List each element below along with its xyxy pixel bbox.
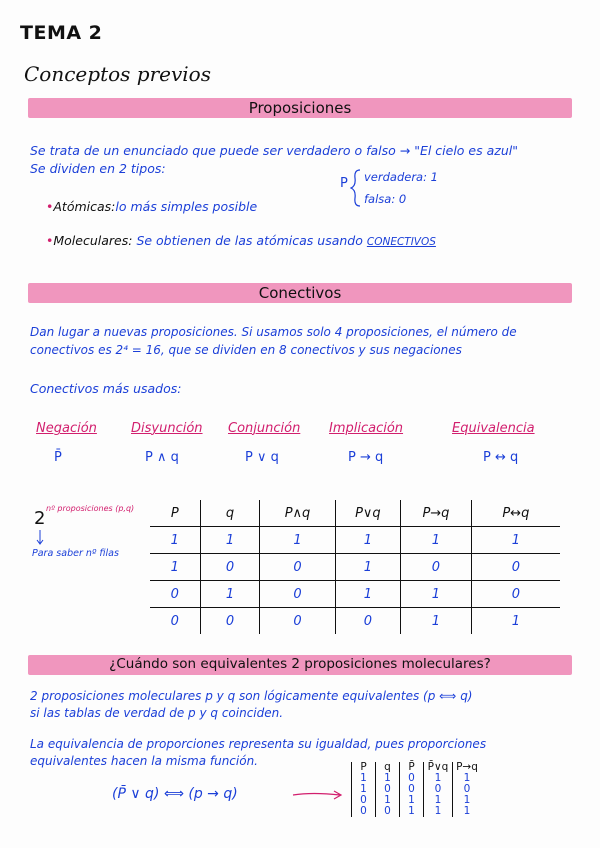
table-row	[150, 608, 560, 635]
mini-cell: 0	[424, 784, 453, 795]
equivalentes-line4: equivalentes hacen la misma función.	[30, 754, 258, 768]
table-cell: 1	[200, 527, 260, 554]
mini-table-row	[352, 806, 482, 817]
conectivos-link: CONECTIVOS	[366, 236, 436, 248]
section-heading-conectivos: Conectivos	[258, 284, 342, 302]
conectivos-line1: Dan lugar a nuevas proposiciones. Si usamos solo 4 proposiciones, el número de	[30, 325, 517, 339]
mini-cell: 1	[424, 795, 453, 806]
mini-cell: 1	[376, 795, 400, 806]
mini-header-cell: P	[352, 762, 376, 773]
mini-cell: 1	[400, 806, 424, 817]
conectivos-line3: Conectivos más usados:	[30, 381, 182, 396]
conectivo-name: Implicación	[329, 421, 404, 436]
equivalentes-line1: 2 proposiciones moleculares p y q son lógicamente equivalentes (p ⟺ q)	[30, 689, 473, 703]
atomicas-item	[46, 199, 257, 214]
mini-cell: 0	[376, 806, 400, 817]
table-cell: 0	[471, 581, 560, 608]
mini-cell: 1	[453, 795, 482, 806]
mini-cell: 0	[400, 784, 424, 795]
mini-cell: 1	[424, 773, 453, 784]
bullet-dot: •	[46, 199, 54, 214]
table-cell: 1	[200, 581, 260, 608]
formula-exponent: nº proposiciones (p,q)	[46, 504, 135, 513]
table-cell: 0	[200, 608, 260, 635]
table-row	[150, 581, 560, 608]
conectivo-symbol: P ∧ q	[145, 450, 179, 465]
table-cell: 0	[170, 613, 179, 629]
mini-cell: 0	[352, 806, 376, 817]
mini-table-row	[352, 784, 482, 795]
moleculares-item	[46, 233, 436, 248]
p-values-label: P	[340, 176, 348, 191]
right-arrow-icon	[292, 788, 344, 802]
table-header-cell: P	[150, 500, 200, 527]
mini-header-cell: P→q	[453, 762, 482, 773]
down-arrow-icon	[36, 530, 46, 546]
table-cell: 1	[150, 527, 200, 554]
atomicas-label: Atómicas:	[53, 199, 116, 214]
mini-cell: 0	[400, 773, 424, 784]
table-cell: 1	[335, 554, 401, 581]
mini-truth-table	[351, 762, 481, 817]
mini-cell: 1	[453, 806, 482, 817]
proposiciones-line2: Se dividen en 2 tipos:	[30, 161, 166, 176]
p-false: falsa: 0	[364, 192, 407, 206]
table-cell: 1	[471, 608, 560, 635]
table-header-cell: P∧q	[260, 500, 335, 527]
table-cell: 1	[150, 554, 200, 581]
mini-header-cell: P̄	[400, 762, 424, 773]
mini-cell: 1	[376, 773, 400, 784]
mini-table-row	[352, 795, 482, 806]
conectivo-symbol: P ↔ q	[483, 450, 519, 465]
table-cell: 1	[335, 581, 401, 608]
table-cell: 1	[335, 527, 401, 554]
moleculares-text: Se obtienen de las atómicas usando	[136, 233, 363, 248]
table-header-cell: P↔q	[471, 500, 560, 527]
formula-base: 2	[34, 508, 46, 529]
conectivo-name: Equivalencia	[452, 421, 535, 436]
conectivo-name: Conjunción	[228, 421, 301, 436]
mini-table-row	[352, 773, 482, 784]
bullet-dot: •	[46, 233, 54, 248]
conectivo-name: Disyunción	[131, 421, 203, 436]
conectivo-name: Negación	[36, 421, 97, 436]
mini-cell: 0	[376, 784, 400, 795]
conectivo-symbol: P → q	[348, 450, 384, 465]
table-cell: 0	[200, 554, 260, 581]
table-header-cell: P→q	[401, 500, 471, 527]
table-cell: 0	[401, 554, 471, 581]
table-cell: 0	[260, 554, 335, 581]
mini-header-cell: q	[376, 762, 400, 773]
mini-cell: 1	[424, 806, 453, 817]
table-cell: 0	[260, 608, 335, 635]
table-cell: 1	[260, 527, 335, 554]
equivalentes-line2: si las tablas de verdad de p y q coinciden.	[30, 706, 284, 720]
mini-cell: 1	[352, 773, 376, 784]
equivalence-formula: (P̄ ∨ q) ⟺ (p → q)	[112, 786, 238, 802]
conectivos-line2: conectivos es 2⁴ = 16, que se dividen en 8 conectivos y sus negaciones	[30, 343, 462, 357]
mini-cell: 0	[352, 795, 376, 806]
curly-brace	[350, 168, 362, 208]
table-cell: 0	[260, 581, 335, 608]
table-cell: 0	[471, 554, 560, 581]
table-header-cell: q	[200, 500, 260, 527]
conectivo-symbol: P ∨ q	[245, 450, 279, 465]
conectivo-symbol: P̄	[54, 450, 62, 465]
mini-table-header-row	[352, 762, 482, 773]
table-cell: 1	[471, 527, 560, 554]
table-cell: 1	[401, 527, 471, 554]
truth-table	[150, 500, 560, 634]
atomicas-text: lo más simples posible	[115, 199, 258, 214]
table-header-cell: P∨q	[335, 500, 401, 527]
page-subtitle: Conceptos previos	[24, 62, 211, 86]
table-cell: 1	[401, 608, 471, 635]
page-title: TEMA 2	[20, 22, 103, 44]
proposiciones-line1: Se trata de un enunciado que puede ser verdadero o falso → "El cielo es azul"	[30, 143, 518, 158]
mini-cell: 0	[453, 784, 482, 795]
p-true: verdadera: 1	[364, 170, 438, 184]
mini-header-cell: P̄∨q	[424, 762, 453, 773]
mini-cell: 1	[400, 795, 424, 806]
mini-cell: 1	[453, 773, 482, 784]
table-cell: 0	[335, 608, 401, 635]
formula-note: Para saber nº filas	[32, 548, 119, 559]
moleculares-label: Moleculares:	[53, 233, 133, 248]
section-heading-equivalentes: ¿Cuándo son equivalentes 2 proposiciones moleculares?	[109, 656, 491, 672]
section-heading-proposiciones: Proposiciones	[248, 99, 352, 117]
table-row	[150, 527, 560, 554]
table-cell: 1	[401, 581, 471, 608]
table-row	[150, 554, 560, 581]
table-header-row	[150, 500, 560, 527]
mini-cell: 1	[352, 784, 376, 795]
equivalentes-line3: La equivalencia de proporciones representa su igualdad, pues proporciones	[30, 737, 487, 751]
table-cell: 0	[150, 581, 200, 608]
